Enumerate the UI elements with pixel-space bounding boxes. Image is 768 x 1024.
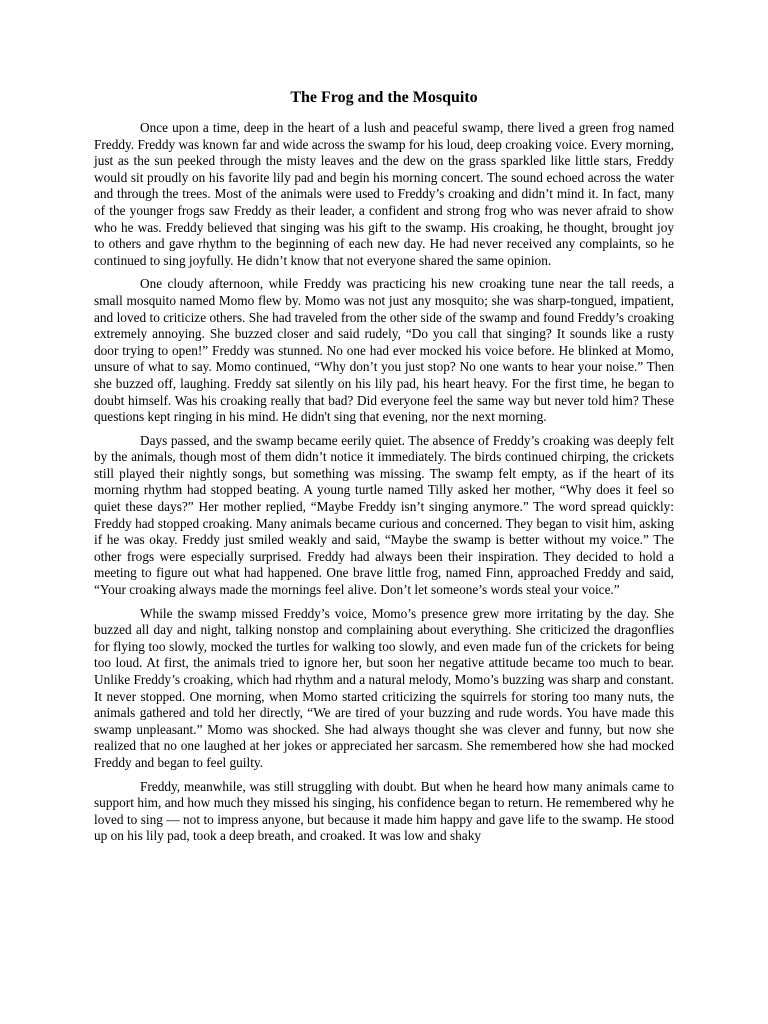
paragraph-2: One cloudy afternoon, while Freddy was practicing his new croaking tune near the tall reeds, a small mosquito named Momo flew by. Momo was not just any mosquito; she was sharp-tongued, impatient, and loved to criticize others. She had traveled from the other side of the swamp and found Freddy’s croaking extremely annoying. She buzzed closer and said rudely, “Do you call that singing? It sounds like a rusty door trying to open!” Freddy was stunned. No one had ever mocked his voice before. He blinked at Momo, unsure of what to say. Momo continued, “Why don’t you just stop? No one wants to hear your noise.” Then she buzzed off, laughing. Freddy sat silently on his lily pad, his heart heavy. For the first time, he began to doubt himself. Was his croaking really that bad? Did everyone feel the same way but never told him? These questions kept ringing in his mind. He didn't sing that evening, nor the next morning. (94, 276, 674, 425)
page-title: The Frog and the Mosquito (290, 89, 478, 106)
paragraph-5: Freddy, meanwhile, was still struggling with doubt. But when he heard how many animals came to support him, and how much they missed his singing, his confidence began to return. He remembered why he loved to sing — not to impress anyone, but because it made him happy and gave life to the swamp. He stood up on his lily pad, took a deep breath, and croaked. It was low and shaky (94, 778, 674, 844)
paragraph-3: Days passed, and the swamp became eerily quiet. The absence of Freddy’s croaking was deeply felt by the animals, though most of them didn’t notice it immediately. The birds continued chirping, the crickets still played their nightly songs, but something was missing. The swamp felt empty, as if the heart of its morning rhythm had stopped beating. A young turtle named Tilly asked her mother, “Why does it feel so quiet these days?” Her mother replied, “Maybe Freddy isn’t singing anymore.” The word spread quickly: Freddy had stopped croaking. Many animals became curious and concerned. They began to visit him, asking if he was okay. Freddy just smiled weakly and said, “Maybe the swamp is better without my voice.” The other frogs were especially surprised. Freddy had always been their inspiration. They decided to hold a meeting to figure out what had happened. One brave little frog, named Finn, approached Freddy and said, “Your croaking always made the mornings feel alive. Don’t let someone’s words steal your voice.” (94, 432, 674, 598)
paragraph-4: While the swamp missed Freddy’s voice, Momo’s presence grew more irritating by the day. She buzzed all day and night, talking nonstop and complaining about everything. She criticized the dragonflies for flying too slowly, mocked the turtles for walking too slowly, and even made fun of the crickets for being too loud. At first, the animals tried to ignore her, but soon her negative attitude became too much to bear. Unlike Freddy’s croaking, which had rhythm and a natural melody, Momo’s buzzing was sharp and constant. It never stopped. One morning, when Momo started criticizing the squirrels for storing too many nuts, the animals gathered and told her directly, “We are tired of your buzzing and rude words. You have made this swamp unpleasant.” Momo was shocked. She had always thought she was clever and funny, but now she realized that no one laughed at her jokes or appreciated her sarcasm. She remembered how she had mocked Freddy and began to feel guilty. (94, 605, 674, 770)
paragraph-1: Once upon a time, deep in the heart of a lush and peaceful swamp, there lived a green frog named Freddy. Freddy was known far and wide across the swamp for his loud, deep croaking voice. Every morning, just as the sun peeked through the misty leaves and the dew on the grass sparkled like little stars, Freddy would sit proudly on his favorite lily pad and begin his morning concert. The sound echoed across the water and through the trees. Most of the animals were used to Freddy’s croaking and didn’t mind it. In fact, many of the younger frogs saw Freddy as their leader, a confident and strong frog who was never afraid to show who he was. Freddy believed that singing was his gift to the swamp. His croaking, he thought, brought joy to others and gave rhythm to the beginning of each new day. He had never received any complaints, so he continued to sing joyfully. He didn’t know that not everyone shared the same opinion. (94, 120, 674, 268)
document-page (94, 88, 674, 852)
